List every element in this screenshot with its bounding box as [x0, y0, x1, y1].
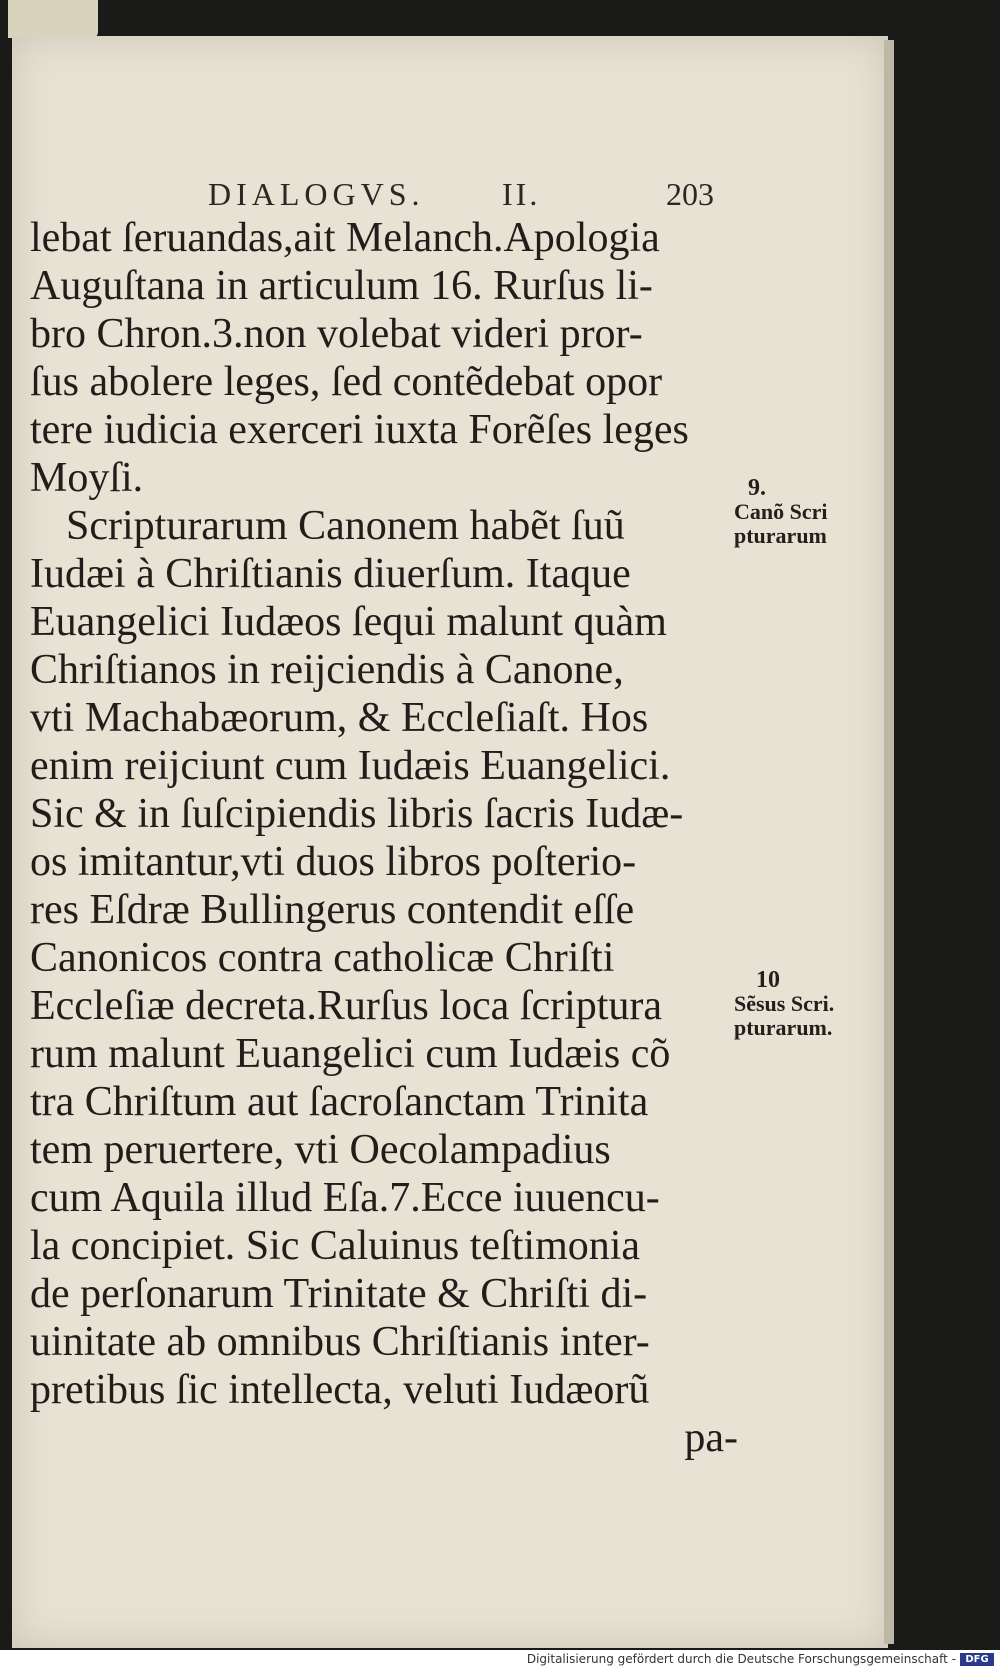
text-line: tem peruertere, vti Oecolampadius — [30, 1127, 611, 1173]
text-line: Eccleſiæ decreta.Rurſus loca ſcriptura — [30, 983, 663, 1029]
text-line: bro Chron.3.non volebat videri pror- — [30, 311, 643, 357]
running-head-chapter: II. — [502, 176, 541, 212]
body-text — [30, 214, 750, 1462]
catchword: pa- — [684, 1415, 738, 1461]
text-line: res Eſdræ Bullingerus contendit eſſe — [30, 887, 635, 933]
page-edge — [884, 40, 894, 1644]
margin-note-9 — [734, 476, 828, 548]
text-line: lebat ſeruandas,ait Melanch.Apologia — [30, 215, 660, 261]
text-line: cum Aquila illud Eſa.7.Ecce iuuencu- — [30, 1175, 660, 1221]
text-line: Euangelici Iudæos ſequi malunt quàm — [30, 599, 667, 645]
text-line: Moyſi. — [30, 455, 144, 501]
running-head-title: DIALOGVS. — [208, 176, 425, 212]
text-line: Iudæi à Chriſtianis diuerſum. Itaque — [30, 551, 631, 597]
text-line: Scripturarum Canonem habẽt ſuũ — [66, 503, 625, 549]
text-line: tere iudicia exerceri iuxta Forẽſes leges — [30, 407, 689, 453]
text-line: de perſonarum Trinitate & Chriſti di- — [30, 1271, 648, 1317]
text-line: vti Machabæorum, & Eccleſiaſt. Hos — [30, 695, 649, 741]
margin-note-number: 10 — [756, 967, 780, 993]
margin-note-number: 9. — [748, 475, 766, 501]
footer-bar — [0, 1650, 1000, 1670]
text-line: ſus abolere leges, ſed contẽdebat opor — [30, 359, 663, 405]
dfg-logo: DFG — [960, 1653, 994, 1666]
margin-note-text: pturarum. — [734, 1015, 833, 1040]
margin-note-text: Sẽsus Scri. — [734, 991, 835, 1016]
text-line: rum malunt Euangelici cum Iudæis cõ — [30, 1031, 671, 1077]
text-line: pretibus ſic intellecta, veluti Iudæorũ — [30, 1367, 650, 1413]
text-line: Sic & in ſuſcipiendis libris ſacris Iudæ- — [30, 791, 684, 837]
footer-credit: Digitalisierung gefördert durch die Deutsche Forschungsgemeinschaft - — [526, 1652, 956, 1666]
text-line: os imitantur,vti duos libros poſterio- — [30, 839, 637, 885]
text-line: tra Chriſtum aut ſacroſanctam Trinita — [30, 1079, 649, 1125]
book-page — [12, 36, 888, 1648]
page-number: 203 — [666, 176, 714, 212]
text-line: Auguſtana in articulum 16. Rurſus li- — [30, 263, 653, 309]
text-line: uinitate ab omnibus Chriſtianis inter- — [30, 1319, 650, 1365]
text-line: enim reijciunt cum Iudæis Euangelici. — [30, 743, 671, 789]
text-line: Chriſtianos in reijciendis à Canone, — [30, 647, 624, 693]
margin-note-text: pturarum — [734, 523, 827, 548]
page-tab — [8, 0, 98, 38]
text-line: Canonicos contra catholicæ Chriſti — [30, 935, 615, 981]
margin-note-text: Canõ Scri — [734, 499, 828, 524]
margin-note-10 — [734, 968, 834, 1040]
text-line: la concipiet. Sic Caluinus teſtimonia — [30, 1223, 641, 1269]
running-head — [12, 176, 888, 216]
